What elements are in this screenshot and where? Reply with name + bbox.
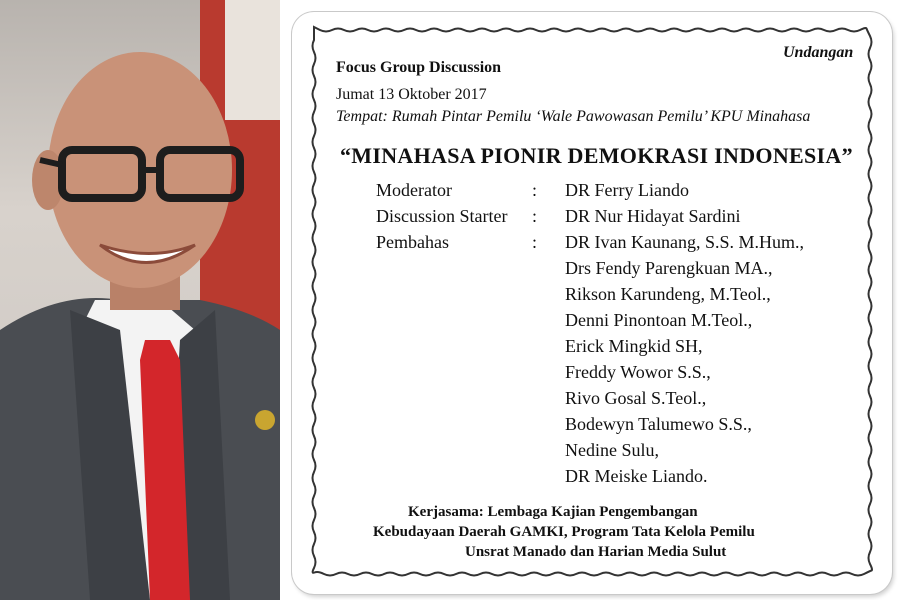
- pembahas-name-5: Erick Mingkid SH,: [565, 336, 703, 356]
- pembahas-name-3: Rikson Karundeng, M.Teol.,: [565, 284, 771, 304]
- pembahas-name-1: DR Ivan Kaunang, S.S. M.Hum.,: [565, 232, 804, 252]
- pembahas-name-6: Freddy Wowor S.S.,: [565, 362, 711, 382]
- discussion-starter-name: DR Nur Hidayat Sardini: [565, 206, 741, 226]
- light-backdrop: [225, 0, 280, 120]
- role-label-pembahas: Pembahas: [376, 232, 449, 252]
- event-date: Jumat 13 Oktober 2017: [336, 86, 487, 103]
- lapel-pin: [255, 410, 275, 430]
- pembahas-name-4: Denni Pinontoan M.Teol.,: [565, 310, 753, 330]
- portrait-photo: [0, 0, 280, 600]
- pembahas-name-2: Drs Fendy Parengkuan MA.,: [565, 258, 773, 278]
- footer-line-1: Kerjasama: Lembaga Kajian Pengembangan: [408, 504, 698, 520]
- moderator-name: DR Ferry Liando: [565, 180, 689, 200]
- pembahas-name-10: DR Meiske Liando.: [565, 466, 708, 486]
- pembahas-name-7: Rivo Gosal S.Teol.,: [565, 388, 707, 408]
- footer-line-2: Kebudayaan Daerah GAMKI, Program Tata Kelola Pemilu: [373, 524, 755, 540]
- role-colon-pembahas: :: [532, 232, 538, 252]
- event-title: Focus Group Discussion: [336, 59, 502, 76]
- headline: “MINAHASA PIONIR DEMOKRASI INDONESIA”: [340, 143, 853, 168]
- footer-line-3: Unsrat Manado dan Harian Media Sulut: [465, 544, 727, 560]
- pembahas-name-9: Nedine Sulu,: [565, 440, 659, 460]
- role-colon-discussion-starter: :: [532, 206, 538, 226]
- portrait-illustration: [0, 0, 280, 600]
- role-label-moderator: Moderator: [376, 180, 452, 200]
- undangan-label: Undangan: [783, 44, 854, 61]
- role-colon-moderator: :: [532, 180, 538, 200]
- role-label-discussion-starter: Discussion Starter: [376, 206, 508, 226]
- event-venue: Tempat: Rumah Pintar Pemilu ‘Wale Pawowasan Pemilu’ KPU Minahasa: [336, 108, 811, 125]
- pembahas-name-8: Bodewyn Talumewo S.S.,: [565, 414, 752, 434]
